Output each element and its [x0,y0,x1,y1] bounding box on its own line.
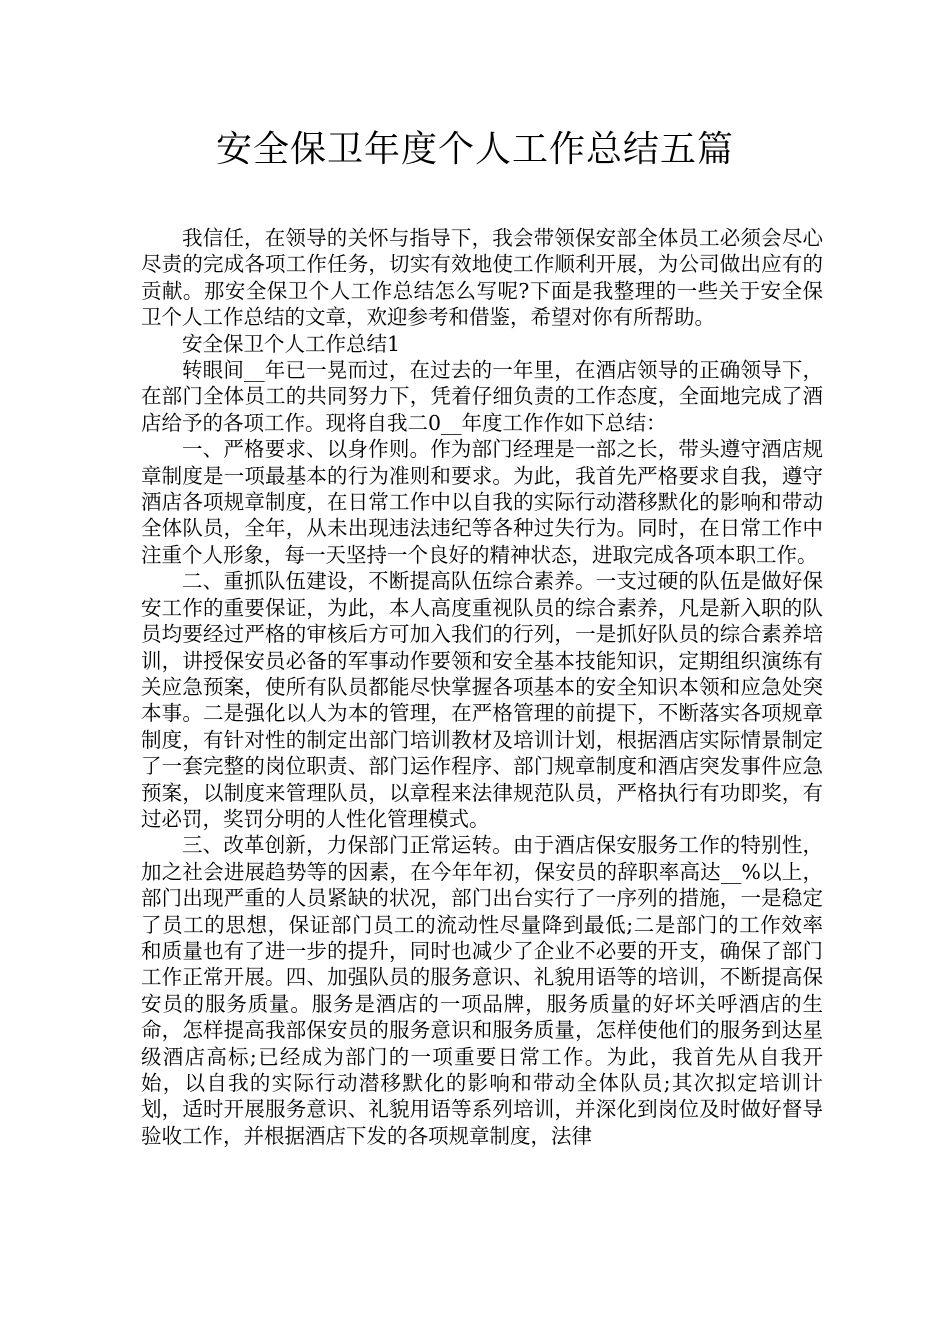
intro-paragraph: 我信任，在领导的关怀与指导下，我会带领保安部全体员工必须会尽心尽责的完成各项工作任务，切实有效地使工作顺利开展，为公司做出应有的贡献。那安全保卫个人工作总结怎么写呢?下面是我整理的一些关于安全保卫个人工作总结的文章，欢迎参考和借鉴，希望对你有所帮助。 [141,226,823,330]
body-paragraph: 二、重抓队伍建设，不断提高队伍综合素养。一支过硬的队伍是做好保安工作的重要保证，为此，本人高度重视队员的综合素养，凡是新入职的队员均要经过严格的审核后方可加入我们的行列，一是抓好队员的综合素养培训，讲授保安员必备的军事动作要领和安全基本技能知识，定期组织演练有关应急预案，使所有队员都能尽快掌握各项基本的安全知识本领和应急处突本事。二是强化以人为本的管理，在严格管理的前提下，不断落实各项规章制度，有针对性的制定出部门培训教材及培训计划，根据酒店实际情景制定了一套完整的岗位职责、部门运作程序、部门规章制度和酒店突发事件应急预案，以制度来管理队员，以章程来法律规范队员，严格执行有功即奖，有过必罚，奖罚分明的人性化管理模式。 [141,569,823,831]
section-heading: 安全保卫个人工作总结1 [182,331,401,356]
body-paragraph: 一、严格要求、以身作则。作为部门经理是一部之长，带头遵守酒店规章制度是一项最基本的行为准则和要求。为此，我首先严格要求自我，遵守酒店各项规章制度，在日常工作中以自我的实际行动潜移默化的影响和带动全体队员，全年，从未出现违法违纪等各种过失行为。同时，在日常工作中注重个人形象，每一天坚持一个良好的精神状态，进取完成各项本职工作。 [141,437,823,567]
body-paragraph: 三、改革创新，力保部门正常运转。由于酒店保安服务工作的特别性，加之社会进展趋势等的因素，在今年年初，保安员的辞职率高达__%以上，部门出现严重的人员紧缺的状况，部门出台实行了一序列的措施，一是稳定了员工的思想，保证部门员工的流动性尽量降到最低;二是部门的工作效率和质量也有了进一步的提升，同时也减少了企业不必要的开支，确保了部门工作正常开展。四、加强队员的服务意识、礼貌用语等的培训，不断提高保安员的服务质量。服务是酒店的一项品牌，服务质量的好坏关呼酒店的生命，怎样提高我部保安员的服务意识和服务质量，怎样使他们的服务到达星级酒店高标;已经成为部门的一项重要日常工作。为此，我首先从自我开始，以自我的实际行动潜移默化的影响和带动全体队员;其次拟定培训计划，适时开展服务意识、礼貌用语等系列培训，并深化到岗位及时做好督导验收工作，并根据酒店下发的各项规章制度，法律 [141,833,823,1148]
document-body [141,225,823,1149]
body-paragraph: 转眼间__年已一晃而过，在过去的一年里，在酒店领导的正确领导下，在部门全体员工的共同努力下，凭着仔细负责的工作态度，全面地完成了酒店给予的各项工作。现将自我二0__年度工作作如下总结： [141,358,823,435]
document-title: 安全保卫年度个人工作总结五篇 [215,129,734,170]
